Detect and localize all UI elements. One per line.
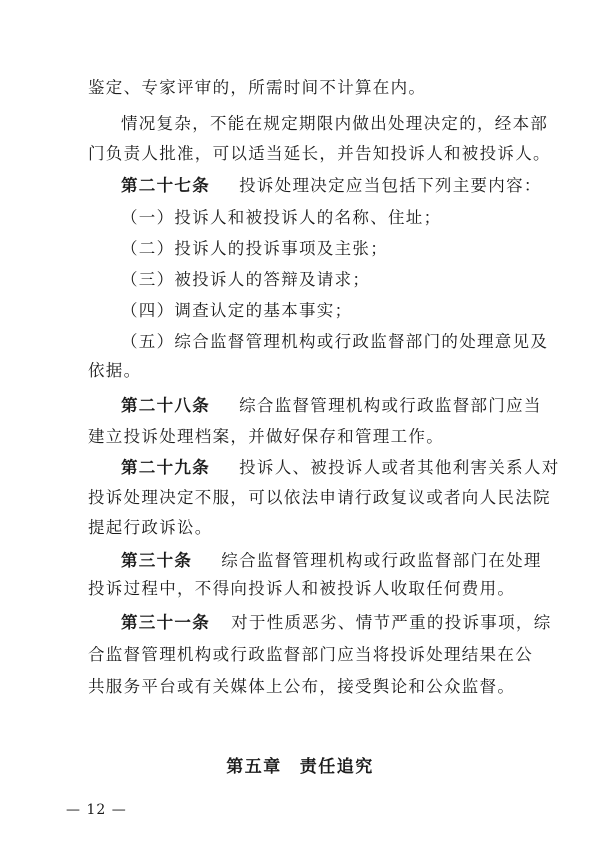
article-29 [121, 457, 560, 479]
paragraph-line: 情况复杂，不能在规定期限内做出处理决定的，经本部 [121, 114, 549, 133]
article-31 [121, 612, 552, 634]
article-30-text: 综合监督管理机构或行政监督部门在处理 [221, 551, 542, 570]
paragraph-line: 合监督管理机构或行政监督部门应当将投诉处理结果在公 [88, 645, 533, 664]
chapter-title: 责任追究 [299, 757, 374, 777]
article-28-label: 第二十八条 [121, 396, 210, 415]
list-item: （五）综合监督管理机构或行政监督部门的处理意见及 [121, 332, 549, 351]
paragraph-line: 提起行政诉讼。 [88, 518, 213, 537]
article-27-label: 第二十七条 [121, 176, 210, 195]
paragraph-line: 鉴定、专家评审的，所需时间不计算在内。 [88, 78, 427, 97]
article-28 [121, 395, 542, 417]
paragraph-line: 依据。 [88, 361, 142, 380]
chapter-heading [0, 752, 600, 777]
list-item: （一）投诉人和被投诉人的名称、住址； [121, 208, 442, 227]
paragraph-line: 投诉处理决定不服，可以依法申请行政复议或者向人民法院 [88, 488, 551, 507]
article-31-label: 第三十一条 [121, 613, 210, 632]
paragraph-line: 共服务平台或有关媒体上公布，接受舆论和公众监督。 [88, 677, 516, 696]
paragraph-line: 门负责人批准，可以适当延长，并告知投诉人和被投诉人。 [88, 144, 551, 163]
list-item: （二）投诉人的投诉事项及主张； [121, 239, 388, 258]
chapter-number: 第五章 [226, 757, 282, 777]
paragraph-line: 建立投诉处理档案，并做好保存和管理工作。 [88, 427, 444, 446]
article-29-label: 第二十九条 [121, 458, 210, 477]
paragraph-line: 投诉过程中，不得向投诉人和被投诉人收取任何费用。 [88, 579, 516, 598]
article-27 [121, 175, 542, 197]
article-29-text: 投诉人、被投诉人或者其他利害关系人对 [239, 458, 560, 477]
article-28-text: 综合监督管理机构或行政监督部门应当 [239, 396, 542, 415]
article-30 [121, 550, 542, 572]
article-27-text: 投诉处理决定应当包括下列主要内容： [239, 176, 542, 195]
list-item: （四）调查认定的基本事实； [121, 301, 353, 320]
article-31-text: 对于性质恶劣、情节严重的投诉事项，综 [231, 613, 552, 632]
list-item: （三）被投诉人的答辩及请求； [121, 270, 371, 289]
article-30-label: 第三十条 [121, 551, 193, 570]
page-number: — 12 — [66, 802, 127, 818]
